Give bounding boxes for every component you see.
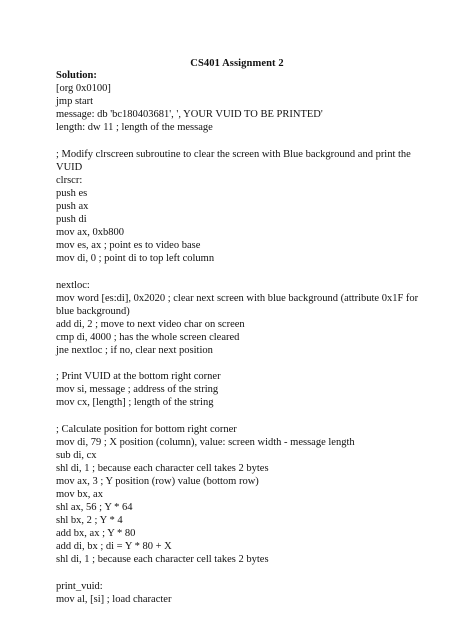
code-line: add di, 2 ; move to next video char on screen [56,318,245,330]
code-line: jne nextloc ; if no, clear next position [56,344,213,356]
code-line: cmp di, 4000 ; has the whole screen cleared [56,331,240,343]
code-line: ; Calculate position for bottom right corner [56,423,237,435]
code-line: [org 0x0100] [56,83,111,95]
code-line: mov ax, 3 ; Y position (row) value (bottom row) [56,475,259,487]
code-line: jmp start [56,96,94,108]
code-line: shl bx, 2 ; Y * 4 [56,515,123,527]
code-line: nextloc: [56,279,90,291]
blank-line [56,567,426,580]
code-line: mov di, 79 ; X position (column), value: screen width - message length [56,436,355,448]
blank-line [56,357,426,370]
solution-heading: Solution: [56,70,97,81]
code-line: add bx, ax ; Y * 80 [56,528,136,540]
code-line: mov bx, ax [56,489,103,500]
document-title: CS401 Assignment 2 [190,58,284,69]
code-line: sub di, cx [56,449,97,461]
blank-line [56,265,426,278]
code-line: add di, bx ; di = Y * 80 + X [56,541,172,553]
blank-line [56,134,426,147]
code-line: shl di, 1 ; because each character cell takes 2 bytes [56,554,269,566]
document-body [56,69,426,606]
code-line: ; Modify clrscreen subroutine to clear the screen with Blue background and print the VUID [56,148,414,173]
code-line: message: db 'bc180403681', ', YOUR VUID TO BE PRINTED' [56,109,323,121]
code-line: mov cx, [length] ; length of the string [56,397,214,409]
code-line: mov al, [si] ; load character [56,593,172,605]
code-line: clrscr: [56,174,83,186]
code-line: shl ax, 56 ; Y * 64 [56,502,133,514]
code-line: mov di, 0 ; point di to top left column [56,253,215,265]
code-line: length: dw 11 ; length of the message [56,122,213,134]
code-line: ; Print VUID at the bottom right corner [56,371,221,383]
code-line: mov ax, 0xb800 [56,227,124,239]
code-line: push ax [56,200,89,212]
code-line: print_vuid: [56,580,103,592]
code-line: mov es, ax ; point es to video base [56,240,201,252]
code-line: mov si, message ; address of the string [56,384,219,396]
code-line: mov word [es:di], 0x2020 ; clear next screen with blue background (attribute 0x1F for blue background) [56,292,421,317]
blank-line [56,409,426,422]
code-line: push di [56,214,87,226]
code-line: push es [56,187,88,199]
code-line: shl di, 1 ; because each character cell takes 2 bytes [56,462,269,474]
